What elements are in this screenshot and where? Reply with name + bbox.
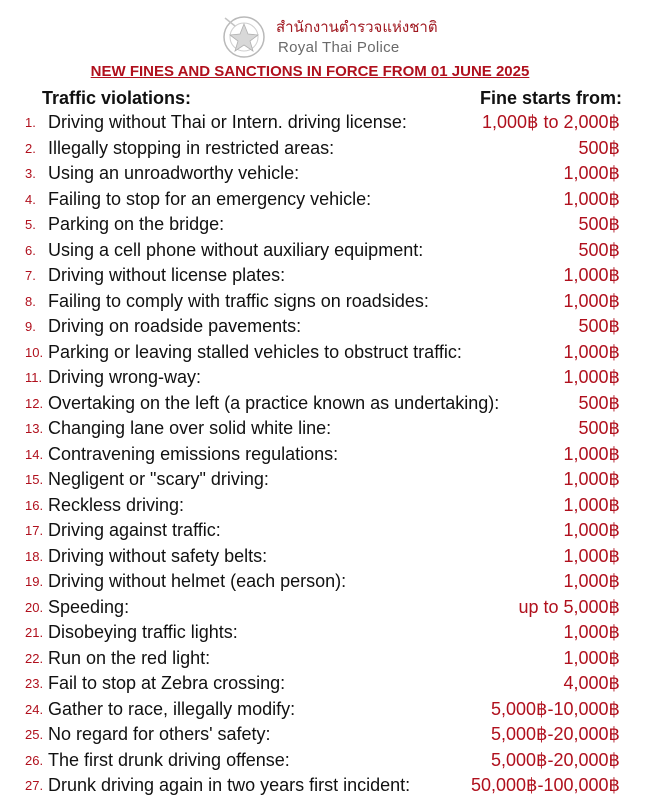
- violation-label: No regard for others' safety:: [48, 724, 271, 744]
- list-item: [0, 187, 650, 213]
- list-item: [0, 263, 650, 289]
- list-item: [0, 748, 650, 774]
- item-number: 10.: [25, 344, 44, 360]
- violation-label: Speeding:: [48, 596, 130, 617]
- item-number: 14.: [25, 446, 44, 462]
- fine-amount: 1,000฿: [563, 647, 620, 668]
- violation-label: Driving on roadside pavements:: [48, 316, 302, 336]
- item-number: 6.: [25, 242, 36, 258]
- fine-amount: 1,000฿: [563, 188, 620, 209]
- list-item: [0, 365, 650, 391]
- item-number: 4.: [25, 191, 36, 207]
- list-item: [0, 442, 650, 468]
- list-item: [0, 773, 650, 799]
- fine-amount: 1,000฿: [563, 163, 620, 183]
- org-name-english: Royal Thai Police: [278, 39, 400, 56]
- violation-label: Reckless driving:: [48, 494, 185, 515]
- violation-label: Failing to comply with traffic signs on roadsides:: [48, 290, 429, 311]
- fine-amount: 1,000฿: [563, 341, 620, 362]
- list-item: [0, 620, 650, 646]
- list-item: [0, 340, 650, 366]
- list-item: [0, 110, 650, 136]
- item-number: 16.: [25, 497, 44, 513]
- violation-label: Overtaking on the left (a practice known as undertaking):: [48, 392, 500, 413]
- list-item: [0, 238, 650, 264]
- violations-list: [0, 110, 650, 799]
- fine-amount: 1,000฿ to 2,000฿: [481, 112, 620, 132]
- list-item: [0, 289, 650, 315]
- item-number: 11.: [25, 370, 43, 385]
- violation-label: Driving without license plates:: [48, 265, 286, 285]
- violation-label: Using a cell phone without auxiliary equipment:: [48, 239, 424, 260]
- fine-amount: 1,000฿: [563, 622, 620, 642]
- item-number: 5.: [25, 217, 36, 232]
- violation-label: Run on the red light:: [48, 647, 211, 668]
- list-item: [0, 212, 650, 238]
- item-number: 21.: [25, 625, 44, 640]
- list-item: [0, 161, 650, 187]
- item-number: 26.: [25, 752, 44, 768]
- fine-amount: 1,000฿: [563, 571, 620, 591]
- item-number: 15.: [25, 472, 44, 487]
- list-item: [0, 518, 650, 544]
- fine-amount: 1,000฿: [563, 545, 620, 566]
- fine-amount: 5,000฿-10,000฿: [491, 698, 620, 719]
- item-number: 18.: [25, 548, 44, 564]
- page-title: [0, 63, 620, 80]
- violation-label: Using an unroadworthy vehicle:: [48, 163, 300, 183]
- fine-amount: 500฿: [578, 239, 620, 260]
- fine-amount: 1,000฿: [563, 367, 620, 387]
- fine-amount: 50,000฿-100,000฿: [470, 775, 620, 795]
- fine-amount: 5,000฿-20,000฿: [491, 724, 620, 744]
- fine-amount: 5,000฿-20,000฿: [491, 749, 620, 770]
- fine-amount: 500฿: [578, 137, 620, 158]
- list-item: [0, 697, 650, 723]
- item-number: 24.: [25, 701, 44, 717]
- list-item: [0, 595, 650, 621]
- item-number: 22.: [25, 650, 44, 666]
- violation-label: Parking on the bridge:: [48, 214, 225, 234]
- fine-amount: 1,000฿: [563, 265, 620, 285]
- list-item: [0, 671, 650, 697]
- violation-label: Disobeying traffic lights:: [48, 622, 238, 642]
- fine-amount: up to 5,000฿: [518, 596, 620, 617]
- item-number: 2.: [25, 140, 36, 156]
- violation-label: Fail to stop at Zebra crossing:: [48, 673, 286, 693]
- column-header-violations: Traffic violations:: [42, 88, 192, 108]
- item-number: 1.: [25, 115, 36, 130]
- page-header: [0, 10, 650, 60]
- fine-amount: 500฿: [578, 418, 620, 438]
- fine-amount: 1,000฿: [563, 443, 620, 464]
- fine-amount: 500฿: [578, 316, 620, 336]
- item-number: 25.: [25, 727, 44, 742]
- item-number: 17.: [25, 523, 44, 538]
- violation-label: Gather to race, illegally modify:: [48, 698, 296, 719]
- violation-label: Driving wrong-way:: [48, 367, 202, 387]
- item-number: 7.: [25, 268, 36, 283]
- violation-label: Parking or leaving stalled vehicles to obstruct traffic:: [48, 341, 462, 362]
- fine-amount: 4,000฿: [563, 673, 620, 693]
- fine-amount: 500฿: [578, 392, 620, 413]
- fine-amount: 1,000฿: [563, 494, 620, 515]
- list-item: [0, 136, 650, 162]
- list-item: [0, 493, 650, 519]
- item-number: 3.: [25, 166, 36, 181]
- fine-amount: 1,000฿: [563, 290, 620, 311]
- violation-label: Illegally stopping in restricted areas:: [48, 137, 335, 158]
- list-item: [0, 646, 650, 672]
- fine-amount: 1,000฿: [563, 469, 620, 489]
- list-item: [0, 569, 650, 595]
- list-item: [0, 544, 650, 570]
- violation-label: Driving without helmet (each person):: [48, 571, 347, 591]
- item-number: 19.: [25, 574, 44, 589]
- item-number: 12.: [25, 395, 44, 411]
- violation-label: Failing to stop for an emergency vehicle:: [48, 188, 372, 209]
- list-item: [0, 722, 650, 748]
- list-item: [0, 391, 650, 417]
- violation-label: Driving without safety belts:: [48, 545, 268, 566]
- fine-amount: 1,000฿: [563, 520, 620, 540]
- item-number: 20.: [25, 599, 44, 615]
- violation-label: Drunk driving again in two years first incident:: [48, 775, 411, 795]
- item-number: 13.: [25, 421, 44, 436]
- police-emblem-icon: [221, 14, 267, 60]
- violation-label: Negligent or "scary" driving:: [48, 469, 269, 489]
- violation-label: The first drunk driving offense:: [48, 749, 290, 770]
- list-item: [0, 467, 650, 493]
- page-title-text: NEW FINES AND SANCTIONS IN FORCE FROM 01 JUNE 2025: [90, 63, 530, 80]
- item-number: 23.: [25, 676, 44, 691]
- item-number: 27.: [25, 778, 44, 793]
- violation-label: Contravening emissions regulations:: [48, 443, 339, 464]
- item-number: 8.: [25, 293, 36, 309]
- violation-label: Changing lane over solid white line:: [48, 418, 332, 438]
- list-item: [0, 416, 650, 442]
- column-header-fines: Fine starts from:: [479, 88, 622, 108]
- violation-label: Driving against traffic:: [48, 520, 221, 540]
- list-item: [0, 314, 650, 340]
- item-number: 9.: [25, 319, 36, 334]
- org-name-thai: สำนักงานตำรวจแห่งชาติ: [276, 19, 438, 36]
- fine-amount: 500฿: [578, 214, 620, 234]
- violation-label: Driving without Thai or Intern. driving license:: [48, 112, 407, 132]
